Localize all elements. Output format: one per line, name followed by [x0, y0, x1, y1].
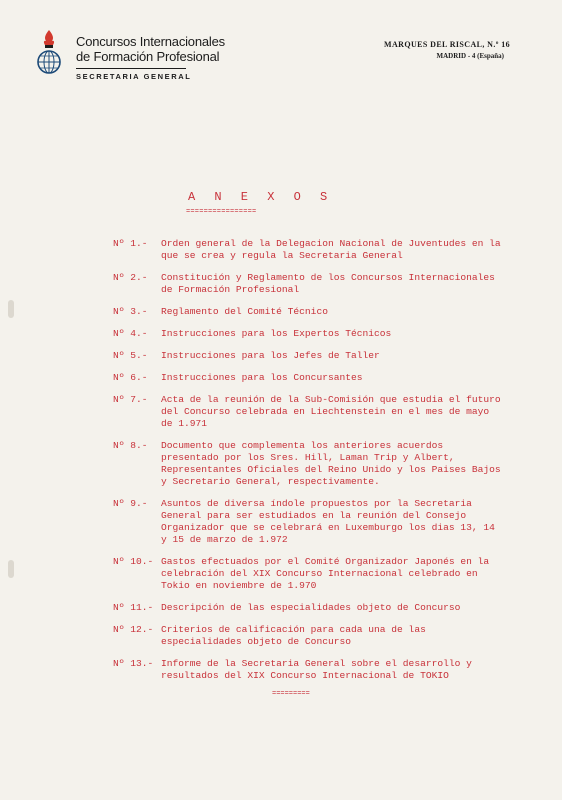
- annex-list: [113, 238, 503, 692]
- address-line-1: MARQUES DEL RISCAL, N.º 16: [384, 40, 510, 49]
- annex-description: Instrucciones para los Expertos Técnicos: [161, 328, 392, 339]
- annex-number: Nº 10.-: [113, 556, 154, 567]
- org-line-1: Concursos Internacionales: [76, 34, 225, 49]
- org-divider: [76, 68, 186, 69]
- annex-description: Documento que complementa los anteriores acuerdos presentado por los Sres. Hill, Laman Trip y Albert, Representantes Oficiales del Reino Unido y los Paises Bajos y Secretario General, respectivamente.: [161, 440, 501, 487]
- annex-item: [113, 238, 503, 262]
- annex-description: Criterios de calificación para cada una de las especialidades objeto de Concurso: [161, 624, 426, 647]
- annex-number: Nº 8.-: [113, 440, 148, 451]
- annex-item: [113, 350, 503, 362]
- annex-description: Instrucciones para los Concursantes: [161, 372, 363, 383]
- annex-description: Reglamento del Comité Técnico: [161, 306, 328, 317]
- annex-number: Nº 11.-: [113, 602, 154, 613]
- annex-number: Nº 1.-: [113, 238, 148, 249]
- annex-item: [113, 440, 503, 488]
- annex-number: Nº 12.-: [113, 624, 154, 635]
- punch-hole-bottom: [8, 560, 14, 578]
- address-block: [384, 40, 510, 60]
- annex-description: Instrucciones para los Jefes de Taller: [161, 350, 380, 361]
- annex-item: [113, 498, 503, 546]
- punch-hole-top: [8, 300, 14, 318]
- footer-underline: =========: [272, 690, 310, 698]
- globe-flame-logo-icon: [36, 28, 62, 80]
- annex-number: Nº 2.-: [113, 272, 148, 283]
- annex-item: [113, 272, 503, 296]
- organization-name: [76, 34, 225, 81]
- annex-number: Nº 9.-: [113, 498, 148, 509]
- annex-heading: A N E X O S: [188, 190, 334, 204]
- annex-item: [113, 328, 503, 340]
- annex-number: Nº 13.-: [113, 658, 154, 669]
- annex-description: Constitución y Reglamento de los Concursos Internacionales de Formación Profesional: [161, 272, 495, 295]
- org-line-2: de Formación Profesional: [76, 49, 220, 64]
- annex-description: Acta de la reunión de la Sub-Comisión que estudia el futuro del Concurso celebrada en Liechtenstein en el mes de mayo de 1.971: [161, 394, 501, 429]
- annex-number: Nº 6.-: [113, 372, 148, 383]
- annex-description: Orden general de la Delegacion Nacional de Juventudes en la que se crea y regula la Secretaria General: [161, 238, 501, 261]
- annex-item: [113, 624, 503, 648]
- heading-underline: ================: [186, 208, 257, 216]
- annex-item: [113, 394, 503, 430]
- address-line-2: MADRID - 4 (España): [436, 52, 504, 60]
- annex-item: [113, 306, 503, 318]
- annex-description: Descripción de las especialidades objeto de Concurso: [161, 602, 461, 613]
- annex-description: Gastos efectuados por el Comité Organizador Japonés en la celebración del XIX Concurso Internacional celebrado en Tokio en noviembre de 1.970: [161, 556, 490, 591]
- annex-number: Nº 7.-: [113, 394, 148, 405]
- annex-item: [113, 372, 503, 384]
- annex-item: [113, 658, 503, 682]
- annex-description: Informe de la Secretaria General sobre el desarrollo y resultados del XIX Concurso Internacional de TOKIO: [161, 658, 472, 681]
- annex-item: [113, 556, 503, 592]
- annex-item: [113, 602, 503, 614]
- annex-description: Asuntos de diversa índole propuestos por la Secretaria General para ser estudiados en la reunión del Consejo Organizador que se celebrará en Luxemburgo los dias 13, 14 y 15 de marzo de 1.972: [161, 498, 495, 545]
- annex-number: Nº 5.-: [113, 350, 148, 361]
- annex-number: Nº 3.-: [113, 306, 148, 317]
- annex-number: Nº 4.-: [113, 328, 148, 339]
- org-line-3: SECRETARIA GENERAL: [76, 72, 192, 81]
